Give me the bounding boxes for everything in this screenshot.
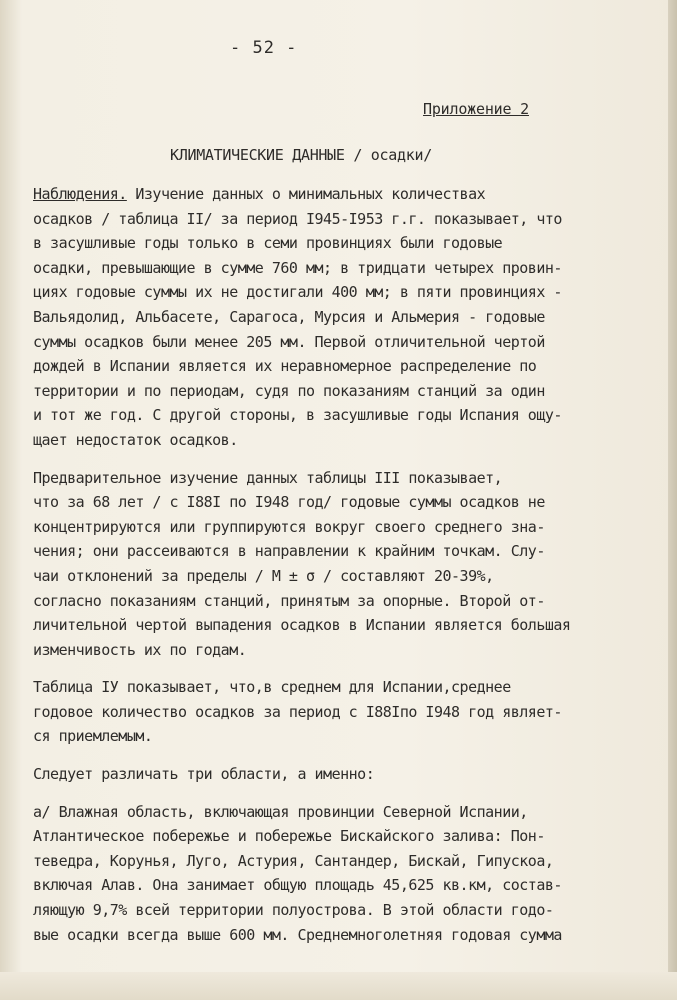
text-line: циях годовые суммы их не достигали 400 мм; в пяти провинциях - <box>33 283 562 302</box>
text-line: теведра, Корунья, Луго, Астурия, Сантандер, Бискай, Гипускоа, <box>33 851 554 870</box>
text-line: осадки, превышающие в сумме 760 мм; в тридцати четырех провин- <box>33 258 562 277</box>
paragraph-regions-intro <box>33 762 663 787</box>
text-line: суммы осадков были менее 205 мм. Первой отличительной чертой <box>33 332 545 351</box>
text-line: дождей в Испании является их неравномерное распределение по <box>33 357 537 376</box>
paragraph-table3 <box>33 466 663 663</box>
document-body <box>33 182 663 947</box>
document-title: КЛИМАТИЧЕСКИЕ ДАННЫЕ / осадки/ <box>170 146 432 164</box>
text-line: Таблица IУ показывает, что,в среднем для Испании,среднее <box>33 678 511 697</box>
text-line: включая Алав. Она занимает общую площадь 45,625 кв.км, состав- <box>33 876 562 895</box>
paragraph-humid-region <box>33 800 663 948</box>
text-line: концентрируются или группируются вокруг своего среднего зна- <box>33 517 545 536</box>
text-line: и тот же год. С другой стороны, в засушливые годы Испания ощу- <box>33 406 562 425</box>
text-line: в засушливые годы только в семи провинциях были годовые <box>33 234 503 253</box>
text-line: ляющую 9,7% всей территории полуострова. В этой области годо- <box>33 901 554 920</box>
text-fragment: Изучение данных о минимальных количествах <box>126 185 486 203</box>
text-line: Следует различать три области, а именно: <box>33 765 375 784</box>
text-line: осадков / таблица II/ за период I945-I953 г.г. показывает, что <box>33 209 562 228</box>
text-line: вые осадки всегда выше 600 мм. Среднемноголетняя годовая сумма <box>33 925 562 944</box>
text-line: Атлантическое побережье и побережье Бискайского залива: Пон- <box>33 827 545 846</box>
text-line: ся приемлемым. <box>33 727 153 746</box>
text-line: чения; они рассеиваются в направлении к крайним точкам. Слу- <box>33 542 545 561</box>
text-line: что за 68 лет / с I88I по I948 год/ годовые суммы осадков не <box>33 493 545 512</box>
text-line: щает недостаток осадков. <box>33 430 238 449</box>
text-line: а/ Влажная область, включающая провинции Северной Испании, <box>33 802 528 821</box>
page-edge-bottom <box>0 972 677 1000</box>
observations-heading: Наблюдения. <box>33 185 127 203</box>
page-number: - 52 - <box>230 38 298 58</box>
paragraph-observations <box>33 182 663 453</box>
text-line: изменчивость их по годам. <box>33 640 247 659</box>
text-line: Предварительное изучение данных таблицы III показывает, <box>33 468 503 487</box>
text-line: личительной чертой выпадения осадков в Испании является большая <box>33 616 571 635</box>
appendix-label: Приложение 2 <box>423 100 529 118</box>
text-line: годовое количество осадков за период с I88Iпо I948 год являет- <box>33 702 562 721</box>
text-line: территории и по периодам, судя по показаниям станций за один <box>33 381 545 400</box>
text-line: чаи отклонений за пределы / M ± σ / составляют 20-39%, <box>33 566 494 585</box>
page-edge-right <box>668 0 677 1000</box>
text-line: Вальядолид, Альбасете, Сарагоса, Мурсия и Альмерия - годовые <box>33 307 545 326</box>
text-line: согласно показаниям станций, принятым за опорные. Второй от- <box>33 591 545 610</box>
paragraph-table4 <box>33 675 663 749</box>
text-line <box>33 182 663 207</box>
